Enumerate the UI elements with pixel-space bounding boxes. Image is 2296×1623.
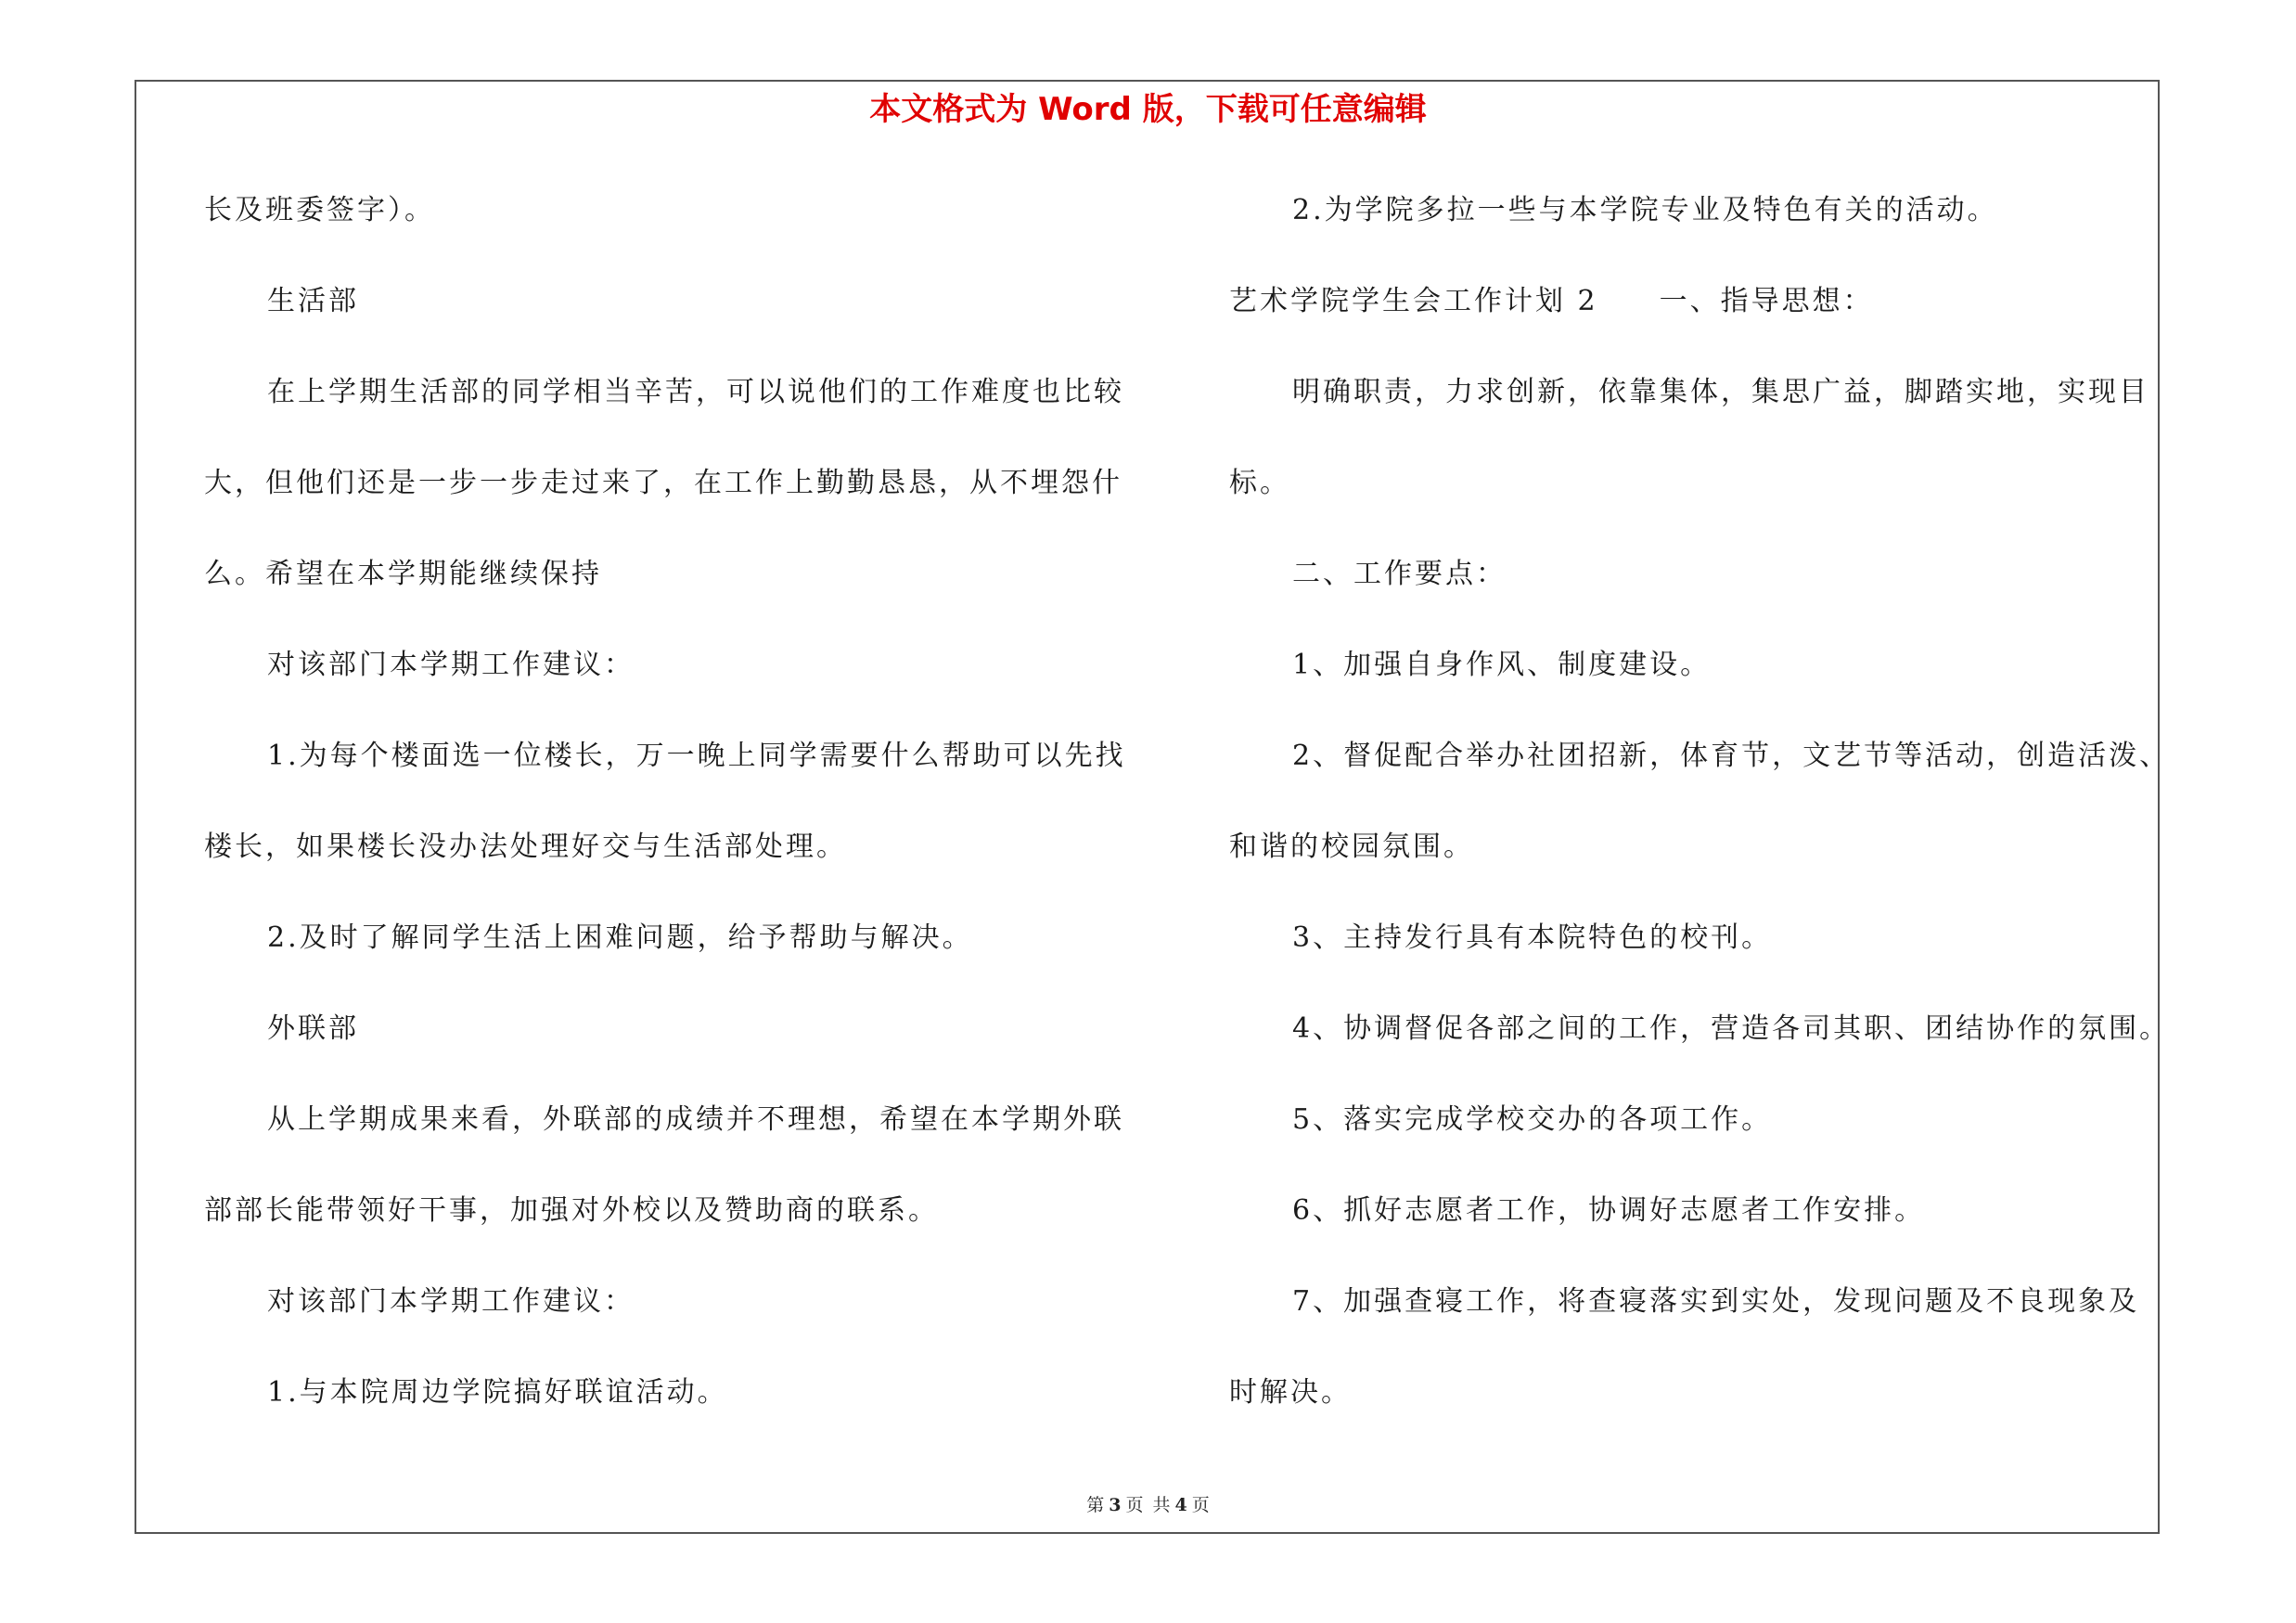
section-heading: 生活部 (267, 285, 359, 317)
paragraph-line: 和谐的校园氛围。 (1229, 831, 1474, 863)
paragraph-line: 时解决。 (1229, 1376, 1352, 1409)
paragraph-line: 明确职责，力求创新，依靠集体，集思广益，脚踏实地，实现目 (1292, 376, 2149, 408)
paragraph-line: 长及班委签字）。 (204, 194, 435, 226)
paragraph-line: 么。希望在本学期能继续保持 (204, 558, 602, 590)
list-item: 2、督促配合举办社团招新，体育节，文艺节等活动，创造活泼、 (1292, 740, 2171, 772)
paragraph-line: 对该部门本学期工作建议： (267, 1285, 635, 1318)
paragraph-line: 1.为每个楼面选一位楼长，万一晚上同学需要什么帮助可以先找 (267, 740, 1126, 772)
footer-suffix: 页 (1191, 1495, 1210, 1515)
paragraph-line: 2.为学院多拉一些与本学院专业及特色有关的活动。 (1292, 194, 1998, 226)
paragraph-line: 从上学期成果来看，外联部的成绩并不理想，希望在本学期外联 (267, 1103, 1124, 1136)
paragraph-line: 对该部门本学期工作建议： (267, 649, 635, 681)
paragraph-line: 1.与本院周边学院搞好联谊活动。 (267, 1376, 728, 1409)
list-item: 3、主持发行具有本院特色的校刊。 (1292, 921, 1773, 954)
list-item: 6、抓好志愿者工作，协调好志愿者工作安排。 (1292, 1194, 1926, 1227)
paragraph-line: 大，但他们还是一步一步走过来了，在工作上勤勤恳恳，从不埋怨什 (204, 467, 1122, 499)
list-item: 4、协调督促各部之间的工作，营造各司其职、团结协作的氛围。 (1292, 1012, 2171, 1045)
list-item: 7、加强查寝工作，将查寝落实到实处，发现问题及不良现象及 (1292, 1285, 2140, 1318)
paragraph-line: 在上学期生活部的同学相当辛苦，可以说他们的工作难度也比较 (267, 376, 1124, 408)
footer-prefix: 第 (1086, 1495, 1105, 1515)
section-heading: 艺术学院学生会工作计划 2 一、指导思想： (1229, 285, 1874, 317)
section-heading: 外联部 (267, 1012, 359, 1045)
footer-page-word: 页 (1125, 1495, 1144, 1515)
document-header-title: 本文格式为 Word 版，下载可任意编辑 (869, 91, 1427, 128)
paragraph-line: 楼长，如果楼长没办法处理好交与生活部处理。 (204, 831, 847, 863)
paragraph-line: 部部长能带领好干事，加强对外校以及赞助商的联系。 (204, 1194, 939, 1227)
paragraph-line: 2.及时了解同学生活上困难问题，给予帮助与解决。 (267, 921, 973, 954)
footer-total-pages: 4 (1174, 1495, 1187, 1515)
list-item: 1、加强自身作风、制度建设。 (1292, 649, 1712, 681)
list-item: 5、落实完成学校交办的各项工作。 (1292, 1103, 1773, 1136)
paragraph-line: 标。 (1229, 467, 1290, 499)
section-heading: 二、工作要点： (1292, 558, 1507, 590)
page-number-footer (0, 1492, 2296, 1518)
footer-total-word: 共 (1152, 1495, 1171, 1515)
footer-current-page: 3 (1109, 1495, 1122, 1515)
